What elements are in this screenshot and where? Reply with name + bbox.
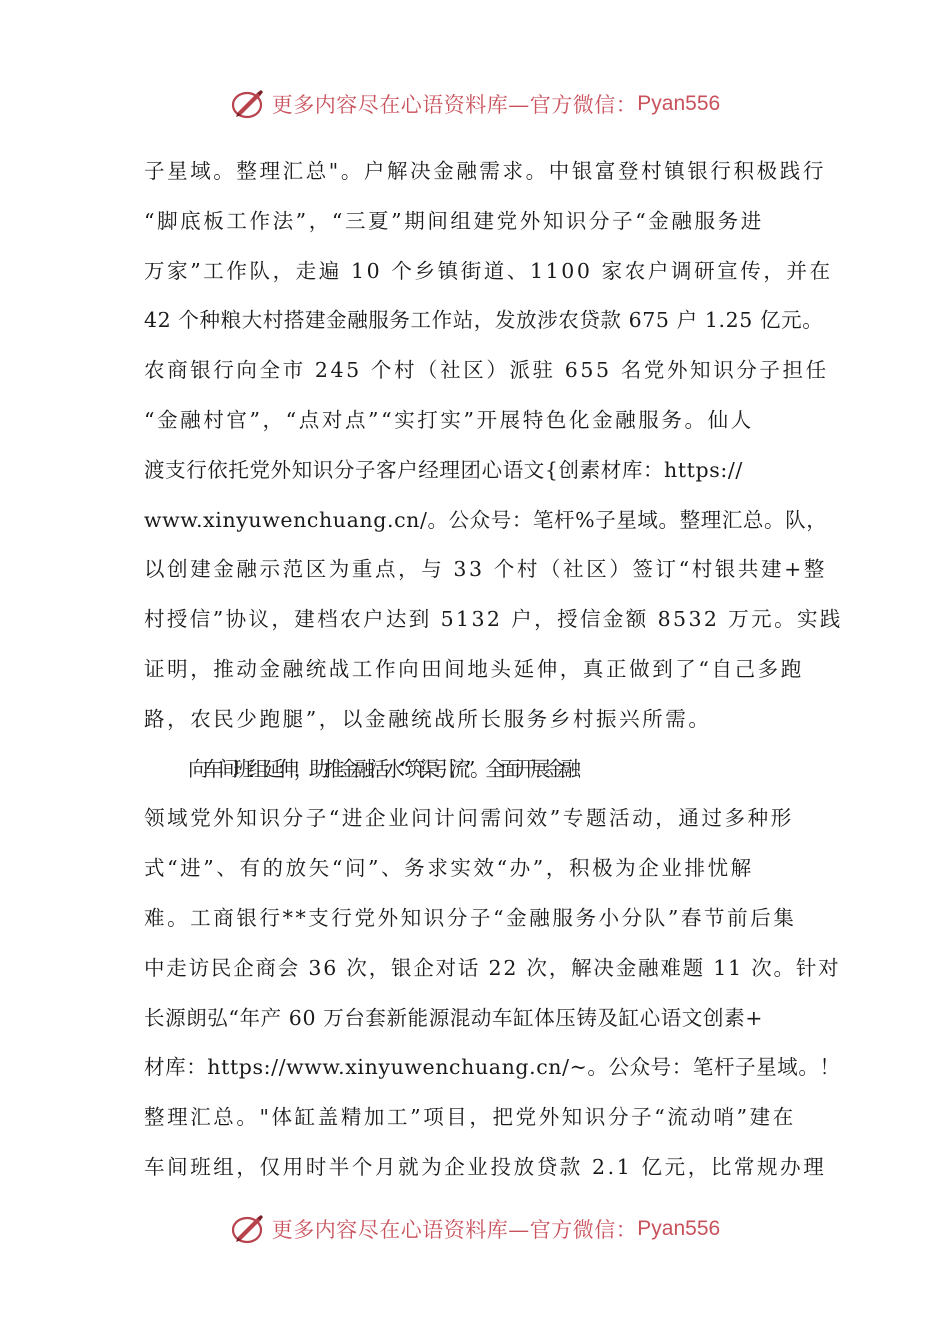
text-line: 难。工商银行**支行党外知识分子“金融服务小分队”春节前后集 xyxy=(144,905,797,930)
text-line: 中走访民企商会 36 次，银企对话 22 次，解决金融难题 11 次。针对 xyxy=(144,955,841,980)
banner-text: 更多内容尽在心语资料库—官方微信： xyxy=(271,93,638,117)
text-line: 路，农民少跑腿”，以金融统战所长服务乡村振兴所需。 xyxy=(144,706,712,731)
pen-nib-logo-icon xyxy=(230,1211,266,1247)
text-line: 万家”工作队，走遍 10 个乡镇街道、1100 家农户调研宣传，并在 xyxy=(144,258,833,283)
text-line: www.xinyuwenchuang.cn/。公众号：笔杆%子星域。整理汇总。队， xyxy=(144,507,828,532)
text-line: 渡支行依托党外知识分子客户经理团心语文{创素材库：https:// xyxy=(144,457,743,482)
text-line: 农商银行向全市 245 个村（社区）派驻 655 名党外知识分子担任 xyxy=(144,358,829,383)
document-body xyxy=(144,147,843,1193)
text-line: 村授信”协议，建档农户达到 5132 户，授信金额 8532 万元。实践 xyxy=(144,607,843,632)
header-banner xyxy=(0,82,950,126)
text-line: 以创建金融示范区为重点，与 33 个村（社区）签订“村银共建+整 xyxy=(144,557,827,582)
text-line: 42 个种粮大村搭建金融服务工作站，发放涉农贷款 675 户 1.25 亿元。 xyxy=(144,308,824,333)
text-line: 领域党外知识分子“进企业问计问需问效”专题活动，通过多种形 xyxy=(144,806,794,831)
pen-nib-logo-icon xyxy=(230,86,266,122)
wechat-id: Pyan556 xyxy=(637,92,721,115)
text-line: “金融村官”，“点对点”“实打实”开展特色化金融服务。仙人 xyxy=(144,407,754,432)
banner-text: 更多内容尽在心语资料库—官方微信： xyxy=(271,1218,638,1242)
text-line: 长源朗弘“年产 60 万台套新能源混动车缸体压铸及缸心语文创素+ xyxy=(144,1005,763,1030)
paragraph-first-line: 向车间班组延伸，助推金融活水“筑渠引流”。全面开展金融 xyxy=(188,756,576,781)
text-line: 整理汇总。"体缸盖精加工”项目，把党外知识分子“流动哨”建在 xyxy=(144,1105,796,1130)
text-line: 子星域。整理汇总"。户解决金融需求。中银富登村镇银行积极践行 xyxy=(144,159,826,183)
text-line: 材库：https://www.xinyuwenchuang.cn/~。公众号：笔杆子星域。！ xyxy=(144,1055,841,1080)
text-line: 证明，推动金融统战工作向田间地头延伸，真正做到了“自己多跑 xyxy=(144,656,804,681)
text-line: 式“进”、有的放矢“问”、务求实效“办”，积极为企业排忧解 xyxy=(144,856,754,881)
footer-banner xyxy=(0,1207,950,1251)
text-line: 车间班组，仅用时半个月就为企业投放贷款 2.1 亿元，比常规办理 xyxy=(144,1154,827,1179)
text-line: “脚底板工作法”，“三夏”期间组建党外知识分子“金融服务进 xyxy=(144,208,764,233)
wechat-id: Pyan556 xyxy=(637,1217,721,1240)
